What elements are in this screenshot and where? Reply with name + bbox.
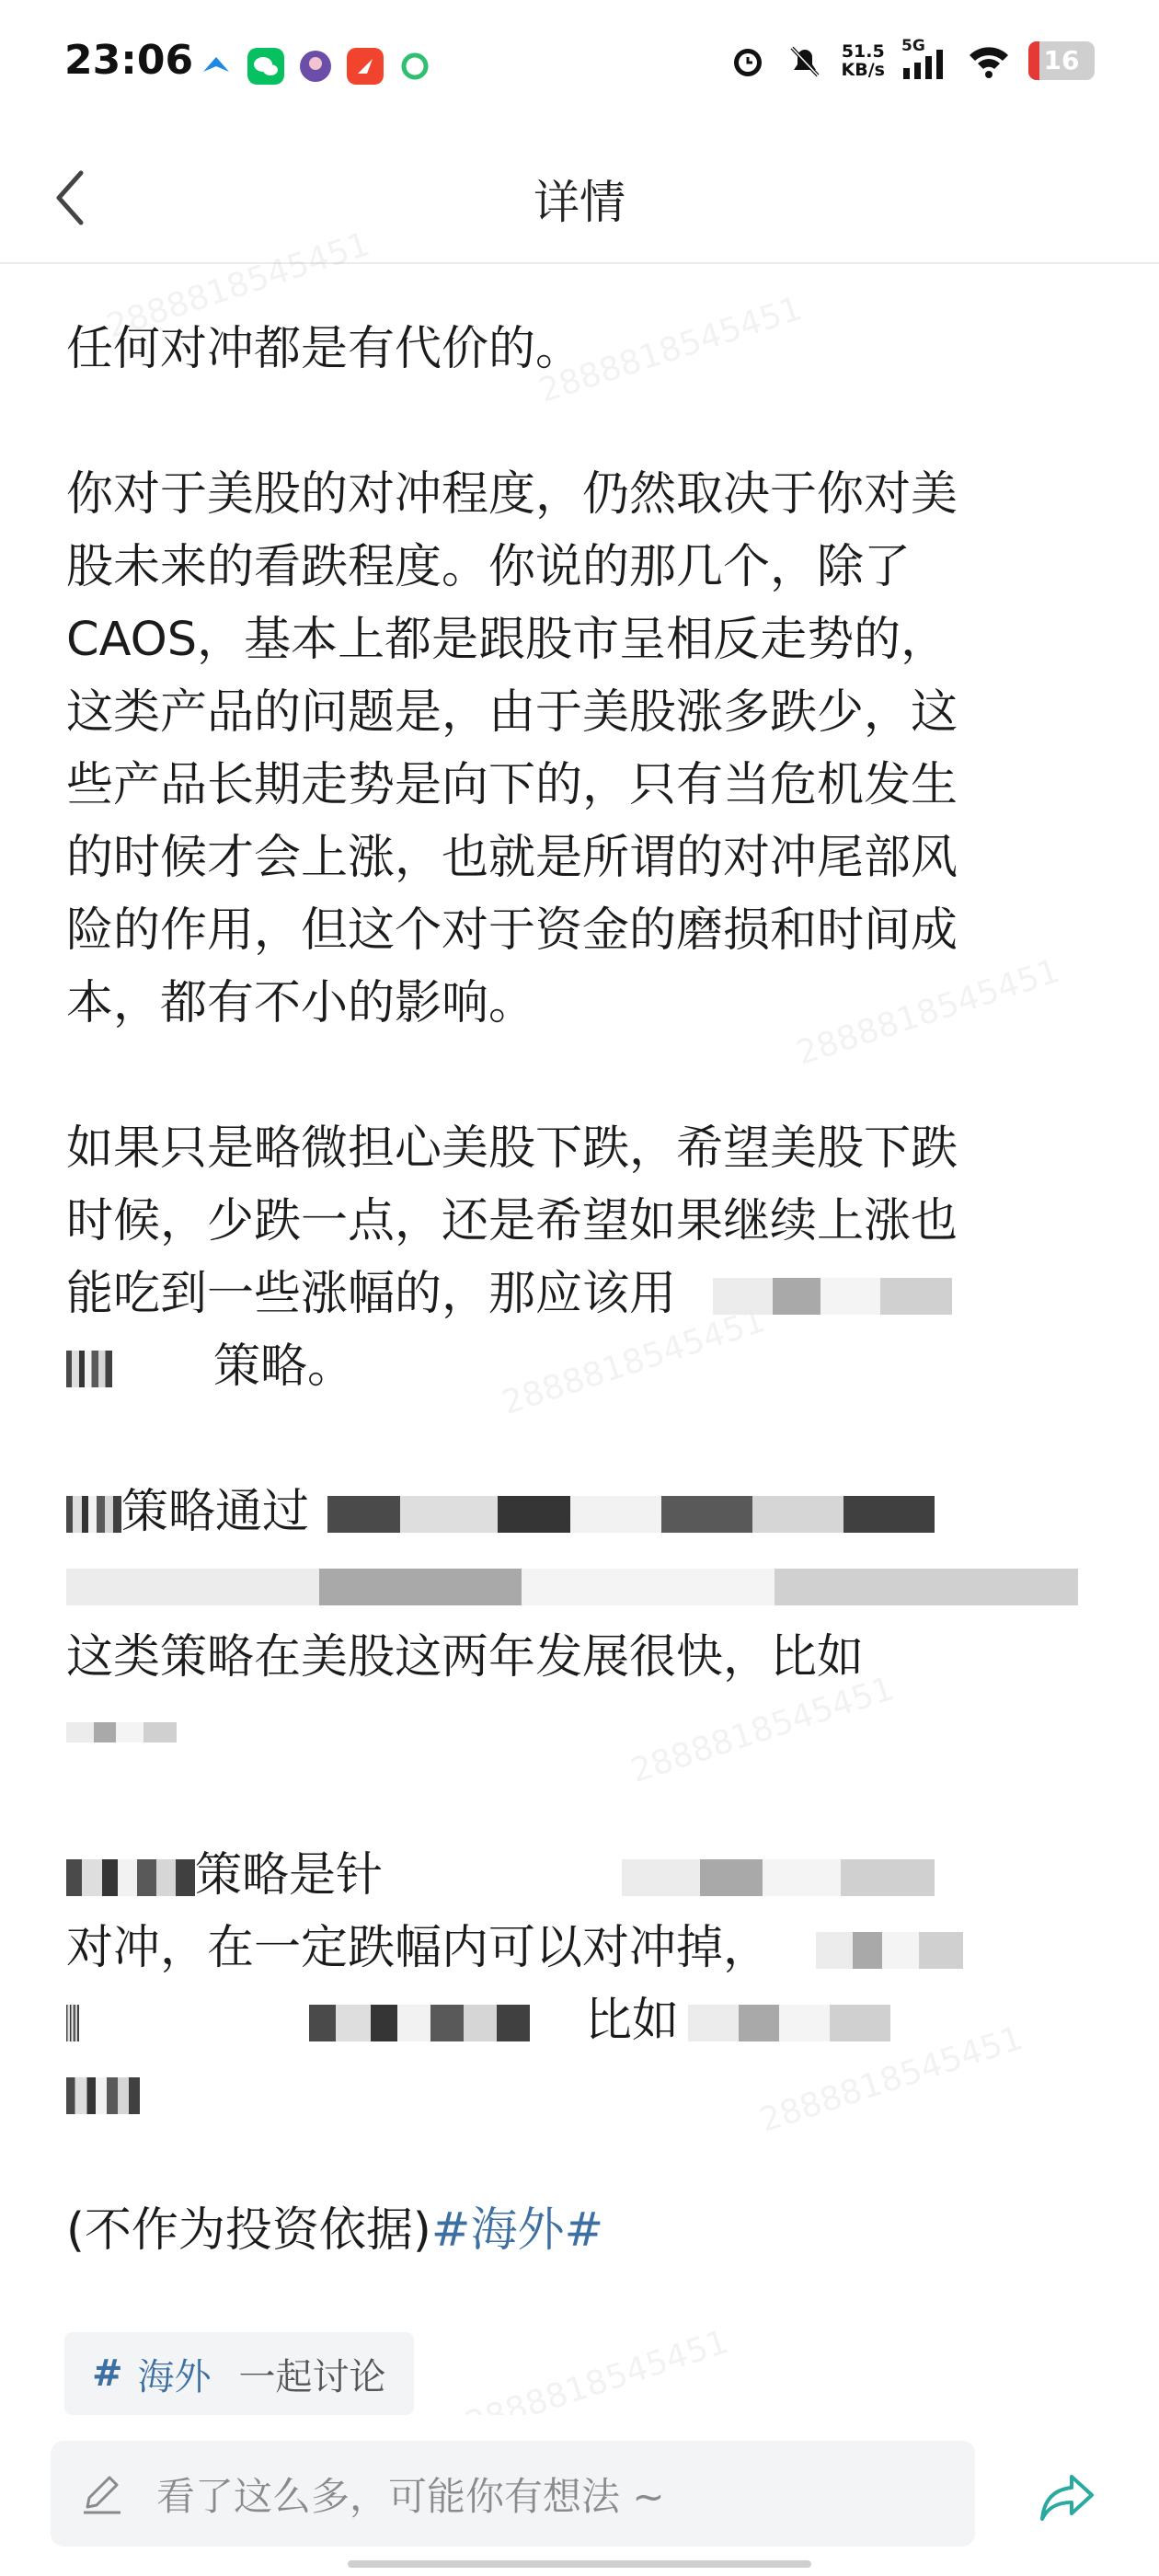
hashtag-icon: # <box>92 2352 123 2395</box>
wifi-icon <box>966 40 1012 81</box>
watermark: 2888818545451 <box>101 224 374 347</box>
share-arrow-icon <box>1035 2466 1099 2530</box>
app-notification-icon <box>198 48 235 85</box>
redacted-text <box>66 2005 79 2041</box>
watermark: 2888818545451 <box>625 1669 899 1791</box>
redacted-text <box>622 1859 935 1896</box>
article-paragraph: 策略是针 对冲，在一定跌幅内可以对冲掉， 比如 <box>66 1839 1096 2130</box>
topic-chip[interactable] <box>64 2332 414 2415</box>
article-paragraph: 策略通过 这类策略在美股这两年发展很快，比如 <box>66 1476 1096 1766</box>
redacted-text <box>66 1859 195 1896</box>
wechat-icon <box>247 48 284 85</box>
hashtag-link[interactable]: #海外# <box>430 2203 604 2258</box>
redacted-text <box>327 1496 935 1533</box>
redacted-text <box>66 1722 177 1742</box>
system-status-icons <box>728 37 1095 81</box>
bottom-bar <box>0 2415 1159 2576</box>
watermark: 2888818545451 <box>534 289 807 411</box>
article-body <box>66 313 1096 2340</box>
alarm-icon <box>728 40 768 81</box>
notification-icons <box>198 48 433 85</box>
redacted-text <box>66 1496 121 1533</box>
watermark: 2888818545451 <box>754 2018 1027 2141</box>
redacted-text <box>66 1569 1078 1605</box>
article-paragraph: (不作为投资依据)#海外# <box>66 2203 604 2258</box>
redacted-text <box>713 1278 952 1315</box>
redacted-text <box>816 1932 963 1969</box>
battery-indicator: 16 <box>1028 41 1095 80</box>
page-title: 详情 <box>534 176 625 229</box>
watermark: 2888818545451 <box>460 2322 733 2444</box>
status-bar <box>0 0 1159 138</box>
home-indicator[interactable] <box>348 2560 811 2568</box>
red-app-icon <box>347 48 384 85</box>
article-paragraph: 任何对冲都是有代价的。 <box>66 322 583 376</box>
article-paragraph: 你对于美股的对冲程度，仍然取决于你对美 股未来的看跌程度。你说的那几个，除了 CAOS，基本上都是跟股市呈相反走势的， 这类产品的问题是，由于美股涨多跌少，这 些产品长期走势是向下的，只有当危机发生 的时候才会上涨，也就是所谓的对冲尾部风 险的作用，但这个对于资金的磨损和时间成 本，都有不小的影响。 <box>66 467 958 1030</box>
watermark: 2888818545451 <box>497 1301 770 1423</box>
share-button[interactable] <box>1035 2466 1099 2530</box>
green-sync-icon <box>396 48 433 85</box>
redacted-text <box>688 2005 890 2041</box>
game-app-icon <box>297 48 334 85</box>
pen-icon <box>78 2470 126 2518</box>
net-speed: 51.5 KB/s <box>841 41 885 80</box>
comment-placeholder: 看了这么多，可能你有想法 ~ <box>156 2474 665 2519</box>
discuss-label: 一起讨论 <box>238 2355 386 2398</box>
signal-icon: 5G <box>901 40 949 81</box>
top-nav-bar <box>0 138 1159 264</box>
redacted-text <box>66 1351 112 1387</box>
article-paragraph: 如果只是略微担心美股下跌，希望美股下跌 时候，少跌一点，还是希望如果继续上涨也 能吃到一些涨幅的，那应该用 策略。 <box>66 1121 958 1394</box>
mute-bell-icon <box>785 40 825 81</box>
watermark: 2888818545451 <box>791 951 1064 1074</box>
redacted-text <box>66 2077 140 2114</box>
comment-input[interactable] <box>51 2441 975 2547</box>
redacted-text <box>309 2005 530 2041</box>
topic-name: 海外 <box>137 2355 212 2398</box>
status-time: 23:06 <box>64 37 194 84</box>
